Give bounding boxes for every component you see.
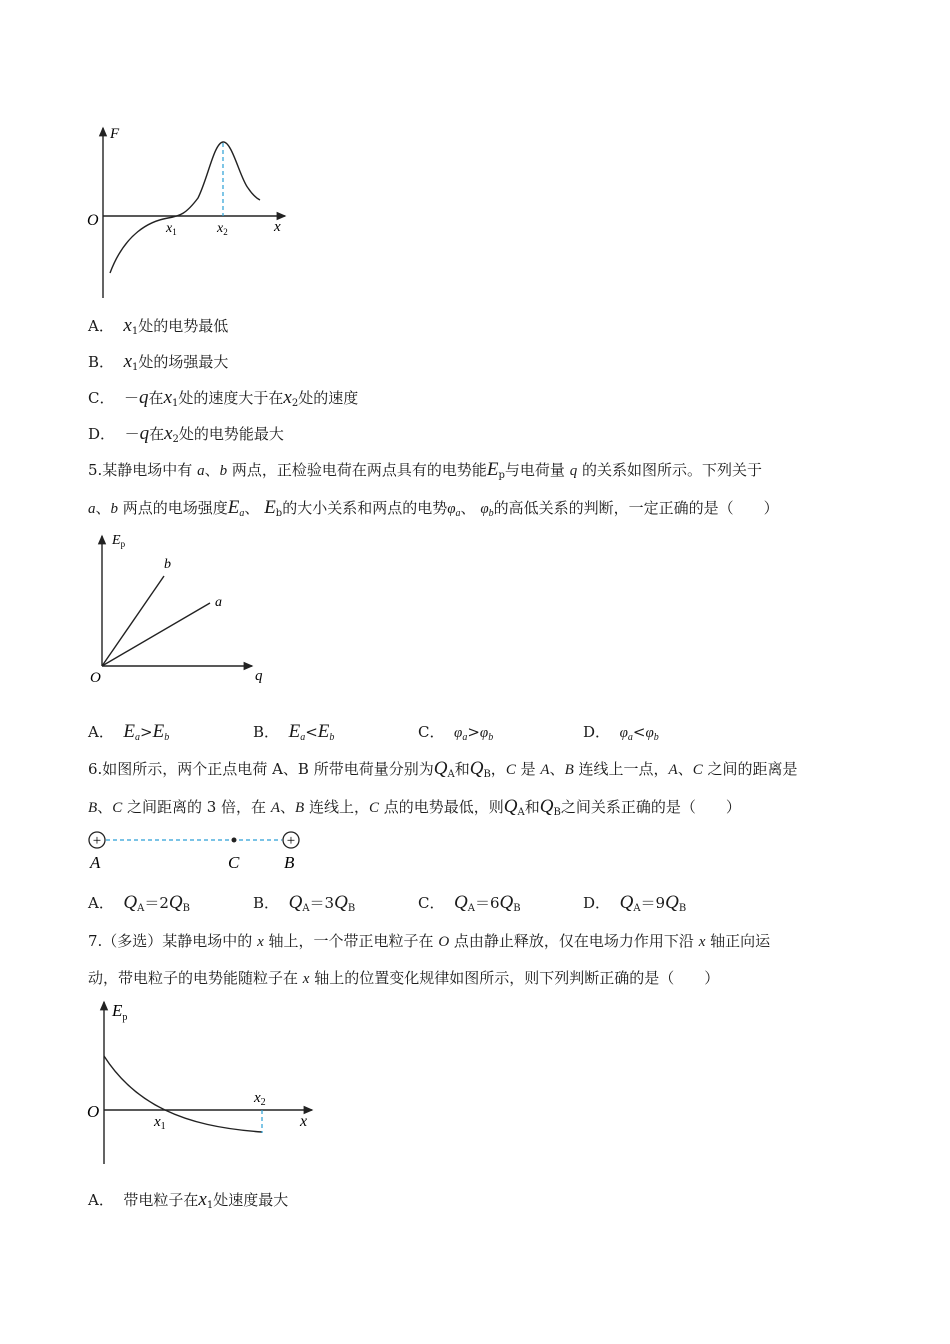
ep-axis-label: $E_p$	[112, 1001, 128, 1023]
q6-option-a[interactable]: A． $Q_A=2Q_B$	[88, 892, 190, 914]
label-c: C	[228, 853, 240, 872]
f-axis-label: F	[110, 126, 120, 142]
label-b: B	[284, 853, 295, 872]
q4-option-a[interactable]: A． $x_1$处的电势最低	[88, 315, 229, 337]
origin-label: O	[87, 212, 99, 229]
q4-option-d[interactable]: D． －q在$x_2$处的电势能最大	[88, 423, 284, 445]
charge-a-plus: +	[92, 833, 102, 849]
force-curve	[110, 142, 260, 273]
line-b-label: b	[164, 557, 171, 572]
q7-stem-line2: 动，带电粒子的电势能随粒子在 x 轴上的位置变化规律如图所示，则下列判断正确的是（ ）	[88, 969, 720, 987]
q7-stem-line1: 7.（多选）某静电场中的 x 轴上，一个带正电粒子在 O 点由静止释放，仅在电场力作用下沿 x 轴正向运	[88, 932, 771, 950]
line-a-label: a	[215, 595, 222, 610]
figure-ep-vs-x	[80, 996, 330, 1172]
q5-stem-line2: a、b 两点的电场强度$E_a$、 $E_b$的大小关系和两点的电势$\varphi_a$、 $\varphi_b$的高低关系的判断，一定正确的是（ ）	[88, 497, 779, 519]
q4-option-b[interactable]: B． $x_1$处的场强最大	[88, 351, 229, 373]
point-c	[232, 838, 237, 843]
origin-label: O	[90, 670, 101, 686]
q5-option-d[interactable]: D． $\varphi_a<\varphi_b$	[583, 723, 659, 743]
ep-axis-label: $E_p$	[112, 533, 126, 549]
ep-curve	[104, 1056, 262, 1132]
x1-label: $x_1$	[166, 221, 177, 237]
x1-label: $x_1$	[154, 1114, 166, 1132]
q5-option-a[interactable]: A． $E_a>E_b$	[88, 721, 170, 743]
q5-stem-line1: 5.某静电场中有 a、b 两点，正检验电荷在两点具有的电势能$E_p$与电荷量 q 的关系如图所示。下列关于	[88, 459, 762, 481]
q4-option-c[interactable]: C． －q在$x_1$处的速度大于在$x_2$处的速度	[88, 387, 359, 409]
figure-force-vs-x	[80, 118, 300, 308]
origin-label: O	[87, 1102, 100, 1121]
q6-option-d[interactable]: D． $Q_A=9Q_B$	[583, 892, 687, 914]
label-a: A	[90, 853, 101, 872]
figure-ep-vs-q	[80, 528, 280, 688]
q6-option-c[interactable]: C． $Q_A=6Q_B$	[418, 892, 521, 914]
q7-option-a[interactable]: A． 带电粒子在$x_1$处速度最大	[88, 1189, 289, 1211]
charge-b-plus: +	[286, 833, 296, 849]
q5-option-b[interactable]: B． $E_a<E_b$	[253, 721, 335, 743]
q-axis-label: q	[255, 668, 263, 684]
q6-option-b[interactable]: B． $Q_A=3Q_B$	[253, 892, 356, 914]
q5-option-c[interactable]: C． $\varphi_a>\varphi_b$	[418, 723, 494, 743]
x2-label: $x_2$	[217, 221, 228, 237]
x-axis-label: x	[300, 1113, 308, 1130]
line-a	[102, 603, 210, 666]
x-axis-label: x	[274, 219, 281, 235]
x2-label: $x_2$	[254, 1090, 266, 1108]
q6-stem-line1: 6.如图所示，两个正点电荷 A、B 所带电荷量分别为$Q_A$和$Q_B$，C 是 A、B 连线上一点，A、C 之间的距离是	[88, 758, 798, 780]
q6-stem-line2: B、C 之间距离的 3 倍，在 A、B 连线上，C 点的电势最低，则$Q_A$和$Q_B$之间关系正确的是（ ）	[88, 796, 741, 818]
figure-charges-line	[84, 828, 314, 876]
line-b	[102, 576, 164, 666]
